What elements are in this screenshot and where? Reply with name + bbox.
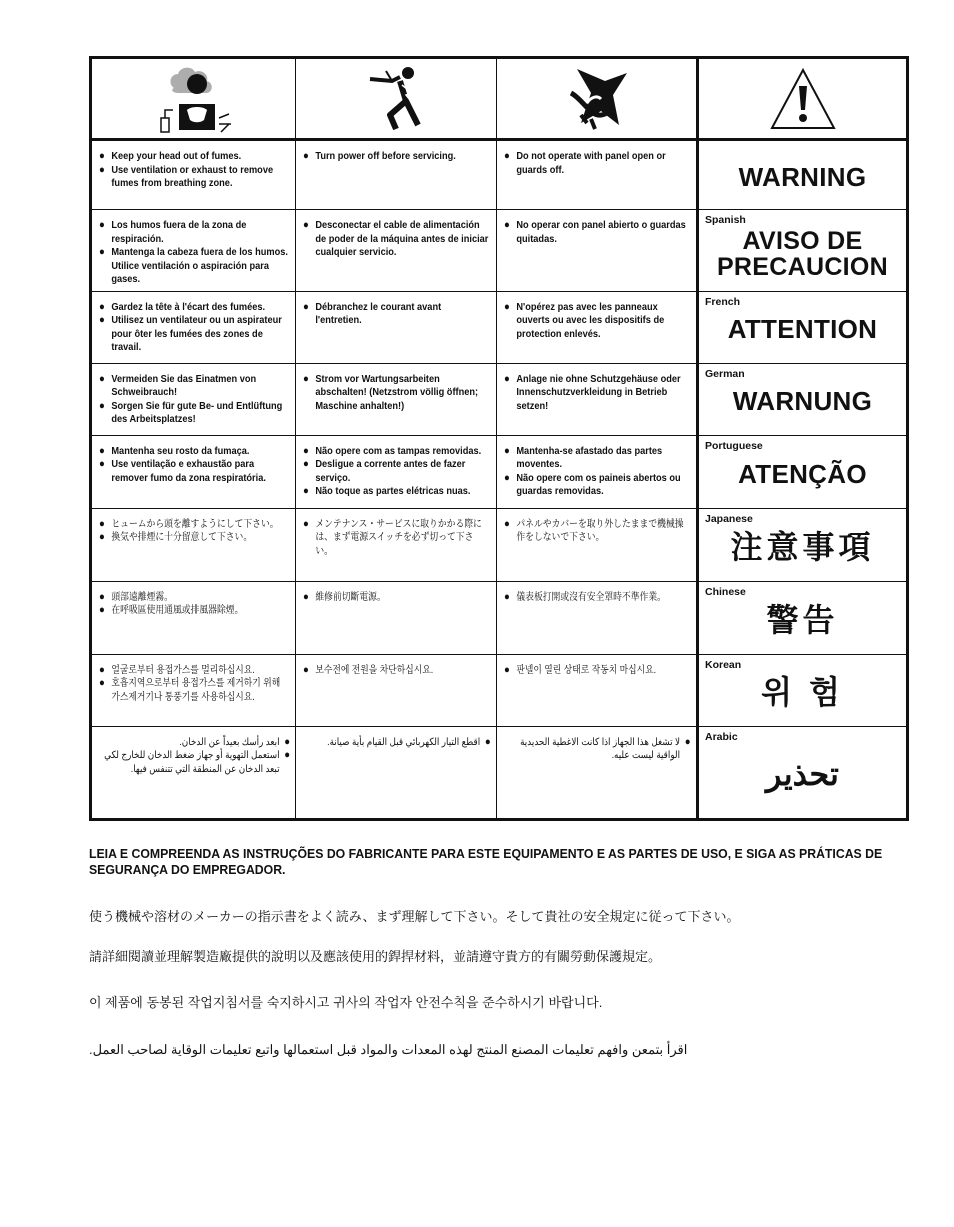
instruction-item <box>99 445 289 459</box>
language-cell <box>698 726 908 819</box>
instruction-text: N'opérez pas avec les panneaux ouverts ou avec les dispositifs de protection enlevés. <box>516 300 665 340</box>
instruction-text: Vermeiden Sie das Einatmen von Schweibrauch! <box>111 372 257 399</box>
fumes-text-cell <box>91 508 296 581</box>
language-name: German <box>705 367 745 380</box>
instruction-item <box>303 664 490 678</box>
parts-text-cell <box>497 508 698 581</box>
instruction-text: 보수전에 전원을 차단하십시요. <box>315 664 434 676</box>
instruction-item <box>505 736 691 763</box>
fumes-icon-cell <box>91 58 296 140</box>
instruction-list <box>497 292 695 346</box>
shock-text-cell <box>296 210 497 292</box>
instruction-item <box>100 749 290 776</box>
language-name: Portuguese <box>705 439 763 452</box>
language-name: Spanish <box>705 214 746 227</box>
instruction-text: Não opere com as tampas removidas. <box>315 444 482 457</box>
bullet-icon: ● <box>684 735 691 748</box>
language-name: Chinese <box>705 585 746 598</box>
instruction-text: Use ventilation or exhaust to remove fumes from breathing zone. <box>111 163 274 190</box>
instruction-item <box>504 664 690 678</box>
language-cell <box>698 291 908 363</box>
instruction-item <box>99 219 289 246</box>
instruction-item <box>504 373 690 414</box>
instruction-item <box>99 604 289 618</box>
instruction-text: Turn power off before servicing. <box>315 150 456 163</box>
instruction-text: Sorgen Sie für gute Be- und Entlüftung des Arbeitsplatzes! <box>111 399 283 426</box>
instruction-item <box>99 400 289 427</box>
bullet-icon: ● <box>303 372 309 385</box>
instruction-item <box>303 445 490 459</box>
bullet-icon: ● <box>99 517 105 530</box>
instruction-item <box>99 246 289 287</box>
instruction-item <box>504 518 690 545</box>
fumes-text-cell <box>91 726 296 819</box>
warning-word: ATTENTION <box>727 314 878 345</box>
bullet-icon: ● <box>504 300 510 313</box>
instruction-text: Do not operate with panel open or guards off. <box>516 150 666 176</box>
fumes-text-cell <box>91 291 296 363</box>
instruction-list <box>498 727 696 767</box>
instruction-list <box>296 582 495 609</box>
instruction-list <box>296 436 495 503</box>
instruction-text: 頭部遠離煙霧。 <box>111 591 173 603</box>
instruction-list <box>497 364 695 418</box>
instruction-text: Mantenha-se afastado das partes moventes. <box>516 444 663 471</box>
parts-text-cell <box>497 654 698 726</box>
bullet-icon: ● <box>504 663 510 676</box>
instruction-list <box>92 436 294 490</box>
bullet-icon: ● <box>99 163 105 176</box>
footer-japanese: 使う機械や溶材のメーカーの指示書をよく読み、まず理解して下さい。そして貴社の安全規定に従って下さい。 <box>89 909 740 924</box>
instruction-item <box>99 518 289 532</box>
language-cell <box>698 363 908 435</box>
instruction-list <box>92 141 294 195</box>
shock-text-cell <box>296 726 497 819</box>
instruction-item <box>504 219 690 246</box>
electric-shock-icon <box>356 63 436 135</box>
bullet-icon: ● <box>504 471 510 484</box>
shock-text-cell <box>296 291 497 363</box>
shock-icon-cell <box>296 58 497 140</box>
language-cell <box>698 210 908 292</box>
instruction-item <box>303 518 490 559</box>
instruction-item <box>303 301 490 328</box>
parts-text-cell <box>497 435 698 508</box>
instruction-text: Mantenga la cabeza fuera de los humos. Utilice ventilación o aspiración para gases. <box>111 246 289 286</box>
language-name: Arabic <box>705 730 738 743</box>
shock-text-cell <box>296 508 497 581</box>
instruction-list <box>497 655 695 682</box>
parts-text-cell <box>497 140 698 210</box>
bullet-icon: ● <box>99 604 105 617</box>
fumes-text-cell <box>91 210 296 292</box>
instruction-item <box>304 736 491 750</box>
bullet-icon: ● <box>504 372 510 385</box>
instruction-item <box>99 531 289 545</box>
bullet-icon: ● <box>99 314 105 327</box>
instruction-list <box>296 141 495 168</box>
bullet-icon: ● <box>504 517 510 530</box>
instruction-item <box>504 472 690 499</box>
instruction-text: Débranchez le courant avant l'entretien. <box>315 300 442 327</box>
instruction-text: メンテナンス・サービスに取りかかる際には、まず電源スイッチを必ず切って下さい。 <box>315 518 482 557</box>
instruction-text: 換気や排煙に十分留意して下さい。 <box>111 532 253 544</box>
instruction-text: Não opere com os paineis abertos ou guardas removidas. <box>516 471 681 498</box>
bullet-icon: ● <box>484 735 491 748</box>
instruction-list <box>296 364 495 418</box>
instruction-text: 維修前切斷電源。 <box>315 591 386 603</box>
instruction-list <box>497 509 695 549</box>
instruction-item <box>100 736 290 750</box>
instruction-item <box>303 485 490 499</box>
bullet-icon: ● <box>99 150 105 163</box>
instruction-text: Desligue a corrente antes de fazer serviço. <box>315 458 466 484</box>
instruction-text: Keep your head out of fumes. <box>111 150 242 163</box>
shock-text-cell <box>296 435 497 508</box>
instruction-text: ヒュームから頭を離すようにして下さい。 <box>111 518 279 530</box>
instruction-text: ابعد رأسك بعيداً عن الدخان. <box>178 736 280 748</box>
instruction-text: 판넬이 열린 상태로 작동치 마십시요. <box>516 664 657 676</box>
instruction-text: Strom vor Wartungsarbeiten abschalten! (Netzstrom völlig öffnen; Maschine anhalten!) <box>315 372 479 412</box>
bullet-icon: ● <box>504 219 510 232</box>
warning-icon-cell <box>698 58 908 140</box>
footer-korean: 이 제품에 동봉된 작업지침서를 숙지하시고 귀사의 작업자 안전수칙을 준수하시기 바랍니다. <box>89 995 603 1010</box>
instruction-list <box>92 655 294 709</box>
instruction-item <box>303 150 490 164</box>
instruction-text: Mantenha seu rosto da fumaça. <box>111 444 250 457</box>
fumes-text-cell <box>91 140 296 210</box>
bullet-icon: ● <box>99 219 105 232</box>
instruction-item <box>303 458 490 485</box>
shock-text-cell <box>296 654 497 726</box>
language-cell <box>698 654 908 726</box>
language-name: Japanese <box>705 512 753 525</box>
fumes-inhalation-icon <box>149 62 239 136</box>
instruction-item <box>99 164 289 191</box>
instruction-item <box>99 458 289 485</box>
warning-word: 警告 <box>766 601 839 638</box>
bullet-icon: ● <box>99 663 105 676</box>
parts-text-cell <box>497 210 698 292</box>
warning-word: 위 험 <box>761 674 844 711</box>
instruction-item <box>504 591 690 605</box>
language-cell <box>698 140 908 210</box>
instruction-item <box>99 591 289 605</box>
instruction-list <box>92 509 294 549</box>
language-cell <box>698 435 908 508</box>
bullet-icon: ● <box>99 399 105 412</box>
instruction-text: 얼굴로부터 용접가스를 멀리하십시요. <box>111 664 255 676</box>
bullet-icon: ● <box>303 150 309 163</box>
instruction-item <box>303 219 490 260</box>
moving-parts-icon-cell <box>497 58 698 140</box>
warning-word: WARNUNG <box>732 386 873 417</box>
fumes-text-cell <box>91 581 296 654</box>
instruction-text: パネルやカバーを取り外したままで機械操作をしないで下さい。 <box>516 518 684 544</box>
instruction-item <box>99 373 289 400</box>
warning-triangle-icon <box>768 66 838 132</box>
instruction-text: Gardez la tête à l'écart des fumées. <box>111 300 266 313</box>
bullet-icon: ● <box>99 444 105 457</box>
warning-word: تحذير <box>766 756 839 793</box>
warning-row <box>91 508 908 581</box>
bullet-icon: ● <box>303 444 309 457</box>
warning-word: ATENÇÃO <box>738 458 867 489</box>
warning-row <box>91 435 908 508</box>
parts-text-cell <box>497 581 698 654</box>
fumes-text-cell <box>91 654 296 726</box>
instruction-list <box>92 210 294 291</box>
instruction-list <box>92 582 294 622</box>
shock-text-cell <box>296 140 497 210</box>
instruction-item <box>99 314 289 355</box>
language-cell <box>698 581 908 654</box>
bullet-icon: ● <box>99 677 105 690</box>
bullet-icon: ● <box>303 590 309 603</box>
instruction-item <box>504 301 690 342</box>
icon-row <box>91 58 908 140</box>
instruction-list <box>296 210 495 264</box>
instruction-list <box>93 727 295 781</box>
bullet-icon: ● <box>99 590 105 603</box>
instruction-text: Utilisez un ventilateur ou un aspirateur pour ôter les fumées des zones de travail. <box>111 314 282 354</box>
bullet-icon: ● <box>99 246 105 259</box>
multilingual-warning-table <box>89 56 909 821</box>
instruction-text: اقطع التيار الكهربائي قبل القيام بأية صيانة. <box>327 736 481 748</box>
warning-word: AVISO DE PRECAUCION <box>716 227 889 282</box>
bullet-icon: ● <box>99 531 105 544</box>
bullet-icon: ● <box>283 735 290 748</box>
warning-row <box>91 291 908 363</box>
warning-row <box>91 140 908 210</box>
instruction-item <box>504 150 690 177</box>
warning-row <box>91 210 908 292</box>
footer-portuguese: LEIA E COMPREENDA AS INSTRUÇÕES DO FABRICANTE PARA ESTE EQUIPAMENTO E AS PARTES DE USO, E SIGA AS PRÁTICAS DE SEGURANÇA DO EMPREGADOR. <box>89 846 883 877</box>
bullet-icon: ● <box>303 663 309 676</box>
instruction-text: Não toque as partes elétricas nuas. <box>315 485 471 498</box>
instruction-list <box>296 509 495 563</box>
instruction-text: 호흡지역으로부터 용접가스를 제거하기 위해 가스제거기나 통풍기를 사용하십시요. <box>111 678 281 703</box>
instruction-list <box>497 210 695 250</box>
instruction-text: Desconectar el cable de alimentación de poder de la máquina antes de iniciar cualquier servicio. <box>315 219 489 259</box>
shock-text-cell <box>296 363 497 435</box>
parts-text-cell <box>497 726 698 819</box>
instruction-list <box>497 436 695 503</box>
instruction-list <box>297 727 496 754</box>
warning-row <box>91 363 908 435</box>
hand-moving-parts-icon <box>557 63 637 135</box>
instruction-text: 在呼吸區使用通風或排風器除煙。 <box>111 605 244 617</box>
bullet-icon: ● <box>283 749 290 762</box>
warning-row <box>91 581 908 654</box>
footer-arabic: اقرأ بتمعن وافهم تعليمات المصنع المنتج لهذه المعدات والمواد قبل استعمالها واتبع تعليمات الوقاية لصاحب العمل. <box>89 1042 688 1057</box>
instruction-list <box>92 292 294 359</box>
language-name: French <box>705 295 741 308</box>
instruction-text: Los humos fuera de la zona de respiración. <box>111 219 247 245</box>
instruction-text: استعمل التهوية أو جهاز ضغط الدخان للخارج لكي تبعد الدخان عن المنطقة التي تتنفس فيها. <box>103 750 280 775</box>
bullet-icon: ● <box>99 372 105 385</box>
bullet-icon: ● <box>99 458 105 471</box>
parts-text-cell <box>497 363 698 435</box>
warning-word: WARNING <box>738 162 867 193</box>
instruction-text: Anlage nie ohne Schutzgehäuse oder Innenschutzverkleidung in Betrieb setzen! <box>516 372 681 412</box>
language-name: Korean <box>705 658 742 671</box>
instruction-list <box>92 364 294 431</box>
instruction-text: Use ventilação e exhaustão para remover fumo da zona respiratória. <box>111 458 266 484</box>
instruction-item <box>99 150 289 164</box>
bullet-icon: ● <box>99 300 105 313</box>
bullet-icon: ● <box>303 219 309 232</box>
instruction-list <box>296 292 495 332</box>
bullet-icon: ● <box>303 300 309 313</box>
instruction-list <box>296 655 495 682</box>
fumes-text-cell <box>91 363 296 435</box>
instruction-text: 儀表板打開或沒有安全罩時不準作業。 <box>516 591 666 603</box>
instruction-list <box>497 582 695 609</box>
warning-row <box>91 654 908 726</box>
instruction-text: لا تشغل هذا الجهاز اذا كانت الاغطية الحديدية الواقية ليست عليه. <box>520 736 681 762</box>
parts-text-cell <box>497 291 698 363</box>
instruction-item <box>303 591 490 605</box>
bullet-icon: ● <box>504 150 510 163</box>
shock-text-cell <box>296 581 497 654</box>
instruction-list <box>497 141 695 181</box>
bullet-icon: ● <box>303 485 309 498</box>
instruction-text: No operar con panel abierto o guardas quitadas. <box>516 219 686 245</box>
instruction-item <box>99 677 289 704</box>
bullet-icon: ● <box>504 590 510 603</box>
language-cell <box>698 508 908 581</box>
instruction-item <box>99 301 289 315</box>
bullet-icon: ● <box>303 517 309 530</box>
instruction-item <box>303 373 490 414</box>
warning-row <box>91 726 908 819</box>
footer-chinese: 請詳細閱讀並理解製造廠提供的說明以及應該使用的銲捍材料，並請遵守貴方的有關勞動保護規定。 <box>89 949 662 964</box>
instruction-item <box>504 445 690 472</box>
bullet-icon: ● <box>303 458 309 471</box>
warning-word: 注意事項 <box>730 528 875 565</box>
bullet-icon: ● <box>504 444 510 457</box>
instruction-item <box>99 664 289 678</box>
fumes-text-cell <box>91 435 296 508</box>
